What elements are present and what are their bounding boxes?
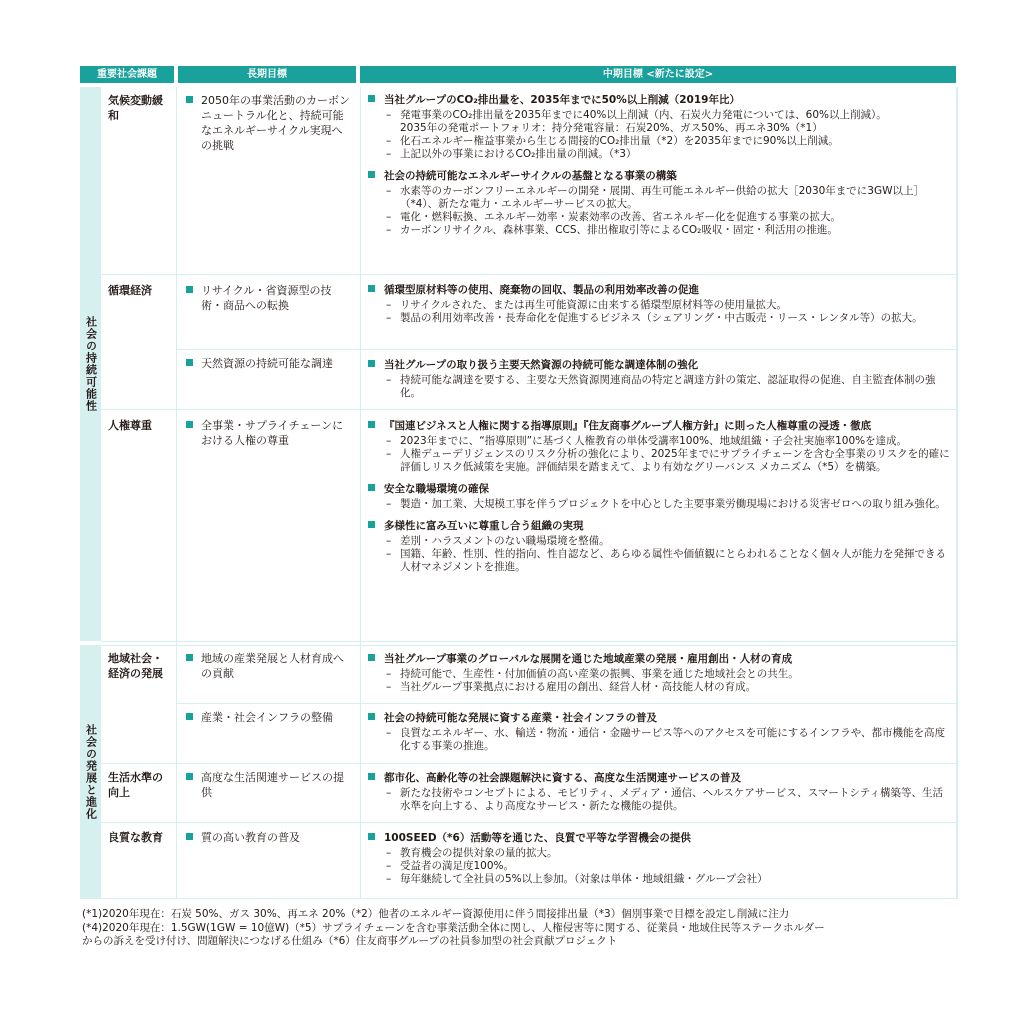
mid-goal-heading-text: 当社グループの取り扱う主要天然資源の持続可能な調達体制の強化 (384, 359, 699, 371)
mid-goal-item-text: 人権デューデリジェンスのリスク分析の強化により、2025年までにサプライチェーンを含む全事業のリスクを的確に評価しリスク低減策を実施。評価結果を踏まえて、より有効なグリーバンス メカニズム（*5）を構築。 (400, 448, 950, 473)
bullet-square-icon (368, 360, 375, 367)
long-goal-text: リサイクル・省資源型の技術・商品への転換 (201, 284, 332, 312)
mid-goal-item (368, 847, 953, 860)
dash-icon: – (386, 299, 392, 311)
long-goal-climate (186, 93, 356, 153)
mid-goal-item (368, 860, 953, 873)
bullet-square-icon (368, 95, 375, 102)
mid-goal-item-text: 製造・加工業、大規模工事を伴うプロジェクトを中心とした主要事業労働現場における災害ゼロへの取り組み強化。 (400, 498, 946, 510)
mid-goal-heading (368, 420, 953, 433)
mid-goal-item-text: 2023年までに、“指導原則”に基づく人権教育の単体受講率100%、地域組織・子会社実施率100%を達成。 (400, 435, 908, 447)
long-goal-regional (186, 651, 356, 681)
mid-goals-regional (368, 653, 953, 694)
dash-icon: – (386, 435, 392, 447)
mid-goal-item (368, 109, 953, 122)
bullet-square-icon (186, 96, 193, 103)
mid-goal-item (368, 787, 953, 813)
dash-icon: – (386, 109, 392, 121)
mid-goal-item (368, 299, 953, 312)
mid-goal-item-text: 毎年継続して全社員の5%以上参加。（対象は単体・地域組織・グループ会社） (400, 873, 768, 885)
bullet-square-icon (368, 773, 375, 780)
mid-goal-heading (368, 359, 953, 372)
mid-goal-heading (368, 94, 953, 107)
issue-regional: 地域社会・経済の発展 (108, 652, 163, 680)
dash-icon: – (386, 448, 392, 460)
mid-goal-item (368, 374, 953, 400)
footnote-line: (*4)2020年現在：1.5GW(1GW = 10億W)（*5）サプライチェーンを含む事業活動全体に関し、人権侵害等に関する、従業員・地域住民等ステークホルダー (82, 921, 825, 934)
long-goal-text: 地域の産業発展と人材育成への貢献 (201, 652, 344, 680)
dash-icon: – (386, 681, 392, 693)
mid-goal-item-text: 良質なエネルギー、水、輸送・物流・通信・金融サービス等へのアクセスを可能にするインフラや、都市機能を高度化する事業の推進。 (400, 727, 946, 752)
mid-goal-item-text: 上記以外の事業におけるCO₂排出量の削減。（*3） (400, 148, 637, 160)
mid-goal-item-text: 発電事業のCO₂排出量を2035年までに40%以上削減（内、石炭火力発電については、60%以上削減）。 (400, 109, 887, 121)
dash-icon: – (386, 535, 392, 547)
mid-goals-living (368, 772, 953, 813)
long-goal-circular (186, 283, 356, 313)
mid-goal-heading (368, 170, 953, 183)
mid-goal-heading (368, 712, 953, 725)
mid-goal-heading-text: 多様性に富み互いに尊重し合う組織の実現 (384, 520, 584, 532)
footnote-line: からの訴えを受け付け、問題解決につなげる仕組み（*6）住友商事グループの社員参加型の社会貢献プロジェクト (82, 935, 618, 947)
mid-goal-item-text: 水素等のカーボンフリーエネルギーの開発・展開、再生可能エネルギー供給の拡大［2030年までに3GW以上］（*4）、新たな電力・エネルギーサービスの拡大。 (400, 185, 924, 210)
mid-goal-heading-text: 都市化、高齢化等の社会課題解決に資する、高度な生活関連サービスの普及 (384, 772, 741, 784)
header-long-goal: 長期目標 (178, 66, 356, 83)
bullet-square-icon (186, 421, 193, 428)
table-right-border (956, 87, 958, 899)
mid-goal-item (368, 224, 953, 237)
long-goal-living (186, 770, 356, 800)
bullet-square-icon (368, 713, 375, 720)
mid-goal-heading-text: 社会の持続可能なエネルギーサイクルの基盤となる事業の構築 (384, 170, 677, 182)
mid-goal-heading (368, 772, 953, 785)
long-goal-text: 天然資源の持続可能な調達 (201, 357, 333, 370)
dash-icon: – (386, 498, 392, 510)
row-divider (101, 641, 956, 642)
row-divider (101, 645, 956, 646)
mid-goal-heading (368, 832, 953, 845)
mid-goal-heading (368, 653, 953, 666)
mid-goal-item (368, 873, 953, 886)
mid-goal-item-text: 国籍、年齢、性別、性的指向、性自認など、あらゆる属性や価値観にとらわれることなく個々人が能力を発揮できる人材マネジメントを推進。 (400, 548, 946, 573)
mid-goal-heading-text: 当社グループのCO₂排出量を、2035年までに50%以上削減（2019年比） (384, 94, 740, 106)
mid-goal-item-text: 2035年の発電ポートフォリオ：持分発電容量：石炭20%、ガス50%、再エネ30%（*1） (400, 122, 823, 134)
mid-goals-education (368, 832, 953, 886)
row-divider (101, 822, 956, 823)
mid-goal-item-text: カーボンリサイクル、森林事業、CCS、排出権取引等によるCO₂吸収・固定・利活用の推進。 (400, 224, 838, 236)
dash-icon: – (386, 787, 392, 799)
mid-goal-heading-text: 循環型原材料等の使用、廃棄物の回収、製品の利用効率改善の促進 (384, 284, 699, 296)
bullet-square-icon (186, 359, 193, 366)
mid-goal-item (368, 448, 953, 474)
long-goal-human-rights (186, 418, 356, 448)
issue-circular: 循環経済 (108, 284, 152, 297)
mid-goal-item-text: リサイクルされた、または再生可能資源に由来する循環型原材料等の使用量拡大。 (400, 299, 788, 311)
mid-goal-heading (368, 284, 953, 297)
dash-icon: – (386, 148, 392, 160)
mid-goals-circular (368, 284, 953, 325)
footnote-line: (*1)2020年現在：石炭 50%、ガス 30%、再エネ 20%（*2）他者のエネルギー資源使用に伴う間接排出量（*3）個別事業で目標を設定し削減に注力 (82, 908, 790, 920)
row-divider (101, 274, 956, 275)
dash-icon: – (386, 312, 392, 324)
bullet-square-icon (368, 484, 375, 491)
mid-goal-item-text: 持続可能な調達を要する、主要な天然資源関連商品の特定と調達方針の策定、認証取得の促進、自主監査体制の強化。 (400, 374, 936, 399)
bullet-square-icon (186, 286, 193, 293)
column-divider (176, 87, 177, 899)
mid-goal-heading-text: 当社グループ事業のグローバルな展開を通じた地域産業の発展・雇用創出・人材の育成 (384, 653, 793, 665)
column-divider (360, 87, 361, 899)
mid-goal-item (368, 535, 953, 548)
mid-goals-climate (368, 94, 953, 237)
long-goal-infra (186, 710, 356, 725)
long-goal-text: 全事業・サプライチェーンにおける人権の尊重 (201, 419, 344, 447)
long-goal-education (186, 830, 356, 845)
mid-goals-infra (368, 712, 953, 753)
bullet-square-icon (186, 654, 193, 661)
dash-icon: – (386, 135, 392, 147)
mid-goals-human-rights (368, 420, 953, 574)
dash-icon: – (386, 727, 392, 739)
bullet-square-icon (186, 833, 193, 840)
issue-education: 良質な教育 (108, 831, 163, 844)
row-divider (101, 898, 956, 899)
dash-icon: – (386, 374, 392, 386)
dash-icon: – (386, 211, 392, 223)
mid-goals-natural (368, 359, 953, 400)
bullet-square-icon (368, 521, 375, 528)
bullet-square-icon (186, 773, 193, 780)
dash-icon: – (386, 185, 392, 197)
mid-goal-item (368, 668, 953, 681)
header-mid-goal: 中期目標 <新たに設定> (360, 66, 956, 83)
mid-goal-item (368, 681, 953, 694)
mid-goal-item-text: 差別・ハラスメントのない職場環境を整備。 (400, 535, 610, 547)
mid-goal-item (368, 148, 953, 161)
issue-climate: 気候変動緩和 (108, 94, 163, 122)
mid-goal-heading-text: 100SEED（*6）活動等を通じた、良質で平等な学習機会の提供 (384, 832, 691, 844)
mid-goal-item (368, 498, 953, 511)
issue-human-rights: 人権尊重 (108, 419, 152, 432)
mid-goal-heading (368, 483, 953, 496)
dash-icon: – (386, 668, 392, 680)
long-goal-text: 質の高い教育の普及 (201, 831, 300, 844)
row-divider (176, 703, 956, 704)
dash-icon: – (386, 860, 392, 872)
row-divider (176, 349, 956, 350)
bullet-square-icon (368, 171, 375, 178)
mid-goal-item-text: 当社グループ事業拠点における雇用の創出、経営人材・高技能人材の育成。 (400, 681, 757, 693)
mid-goal-item-text: 教育機会の提供対象の量的拡大。 (400, 847, 558, 859)
mid-goal-heading-text: 『国連ビジネスと人権に関する指導原則』『住友商事グループ人権方針』に則った人権尊重の浸透・徹底 (384, 420, 872, 432)
header-issue: 重要社会課題 (80, 66, 174, 83)
mid-goal-item (368, 727, 953, 753)
long-goal-text: 2050年の事業活動のカーボンニュートラル化と、持続可能なエネルギーサイクル実現への挑戦 (201, 94, 350, 152)
dash-icon: – (386, 548, 392, 560)
mid-goal-heading (368, 520, 953, 533)
dash-icon: – (386, 224, 392, 236)
mid-goal-item (368, 185, 953, 211)
bullet-square-icon (368, 285, 375, 292)
mid-goal-item (368, 312, 953, 325)
mid-goal-item-text: 化石エネルギー権益事業から生じる間接的CO₂排出量（*2）を2035年までに90%以上削減。 (400, 135, 839, 147)
long-goal-text: 産業・社会インフラの整備 (201, 711, 333, 724)
bullet-square-icon (368, 833, 375, 840)
mid-goal-item-text: 製品の利用効率改善・長寿命化を促進するビジネス（シェアリング・中古販売・リース・レンタル等）の拡大。 (400, 312, 923, 324)
footnotes (82, 908, 962, 949)
row-divider (101, 409, 956, 410)
bullet-square-icon (368, 421, 375, 428)
mid-goal-item (368, 122, 953, 135)
mid-goal-heading-text: 社会の持続可能な発展に資する産業・社会インフラの普及 (384, 712, 657, 724)
category-label-development: 社会の発展と進化 (84, 724, 98, 820)
mid-goal-item (368, 435, 953, 448)
bullet-square-icon (368, 654, 375, 661)
dash-icon: – (386, 847, 392, 859)
mid-goal-heading-text: 安全な職場環境の確保 (384, 483, 489, 495)
category-label-sustainability: 社会の持続可能性 (84, 316, 98, 412)
issue-living: 生活水準の向上 (108, 771, 163, 799)
bullet-square-icon (186, 713, 193, 720)
long-goal-natural (186, 356, 356, 371)
mid-goal-item (368, 211, 953, 224)
mid-goal-item-text: 新たな技術やコンセプトによる、モビリティ、メディア・通信、ヘルスケアサービス、スマートシティ構築等、生活水準を向上する、より高度なサービス・新たな機能の提供。 (400, 787, 944, 812)
mid-goal-item (368, 548, 953, 574)
mid-goal-item (368, 135, 953, 148)
long-goal-text: 高度な生活関連サービスの提供 (201, 771, 344, 799)
mid-goal-item-text: 電化・燃料転換、エネルギー効率・炭素効率の改善、省エネルギー化を促進する事業の拡大。 (400, 211, 841, 223)
row-divider (101, 763, 956, 764)
dash-icon: – (386, 873, 392, 885)
mid-goal-item-text: 受益者の満足度100%。 (400, 860, 515, 872)
mid-goal-item-text: 持続可能で、生産性・付加価値の高い産業の振興、事業を通じた地域社会との共生。 (400, 668, 799, 680)
